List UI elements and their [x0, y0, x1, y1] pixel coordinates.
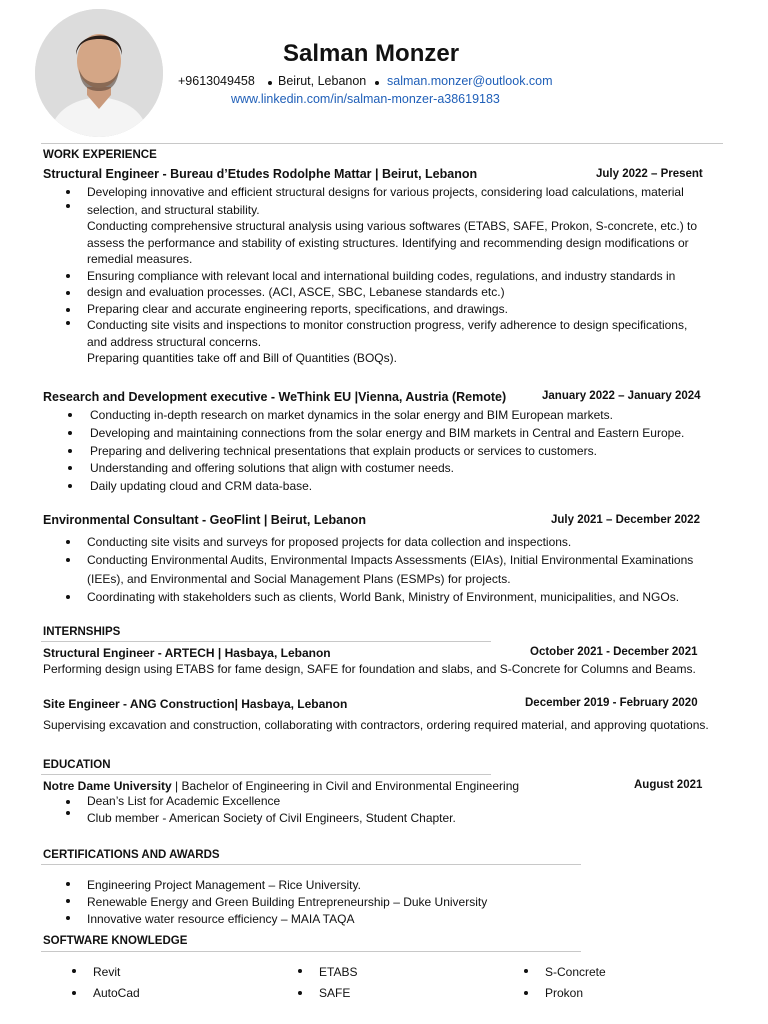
job-bullet-text: Developing innovative and efficient structural designs for various projects, considering load calculations, material: [87, 185, 684, 199]
job-heading: Research and Development executive - WeThink EU |Vienna, Austria (Remote): [43, 390, 507, 404]
internship-text: Supervising excavation and construction, collaborating with contractors, ordering required material, and approving quotations.: [43, 718, 709, 732]
location: Beirut, Lebanon: [278, 74, 367, 88]
education-date: August 2021: [634, 779, 703, 791]
bullet: [524, 991, 528, 995]
section-divider: [41, 951, 581, 952]
bullet: [524, 969, 528, 973]
section-title-work: WORK EXPERIENCE: [43, 149, 157, 161]
internship-heading: Structural Engineer - ARTECH | Hasbaya, Lebanon: [43, 646, 331, 660]
software-item: ETABS: [319, 965, 358, 979]
job-dates: July 2022 – Present: [596, 168, 703, 180]
job-bullet-text: Conducting Environmental Audits, Environmental Impacts Assessments (EIAs), Initial Environmental Examinations: [87, 553, 694, 567]
bullet: [66, 190, 70, 194]
bullet: [68, 484, 72, 488]
section-title-education: EDUCATION: [43, 759, 111, 771]
certification-item: Renewable Energy and Green Building Entrepreneurship – Duke University: [87, 895, 488, 909]
education-bullet-text: Dean’s List for Academic Excellence: [87, 794, 281, 808]
bullet: [72, 969, 76, 973]
separator-dot: [375, 81, 379, 85]
phone-number: +9613049458: [178, 74, 255, 88]
software-item: Prokon: [545, 986, 584, 1000]
job-bullet-text: design and evaluation processes. (ACI, ASCE, SBC, Lebanese standards etc.): [87, 285, 505, 299]
bullet: [66, 899, 70, 903]
bullet: [66, 916, 70, 920]
internship-heading: Site Engineer - ANG Construction| Hasbaya, Lebanon: [43, 697, 348, 711]
software-item: Revit: [93, 965, 121, 979]
job-bullet-text: and address structural concerns.: [87, 335, 262, 349]
job-dates: July 2021 – December 2022: [551, 514, 700, 526]
separator-dot: [268, 81, 272, 85]
candidate-name: Salman Monzer: [283, 40, 460, 67]
bullet: [66, 274, 70, 278]
internship-dates: December 2019 - February 2020: [525, 697, 698, 709]
bullet: [66, 595, 70, 599]
education-bullet-text: Club member - American Society of Civil Engineers, Student Chapter.: [87, 811, 456, 825]
section-divider: [41, 641, 491, 642]
software-item: SAFE: [319, 986, 351, 1000]
bullet: [66, 558, 70, 562]
bullet: [66, 882, 70, 886]
job-dates: January 2022 – January 2024: [542, 390, 701, 402]
certification-item: Engineering Project Management – Rice University.: [87, 878, 361, 892]
bullet: [68, 413, 72, 417]
bullet: [72, 991, 76, 995]
bullet: [68, 449, 72, 453]
job-bullet-text: selection, and structural stability.: [87, 203, 260, 217]
internship-dates: October 2021 - December 2021: [530, 646, 698, 658]
section-divider: [41, 143, 723, 144]
job-bullet-text: Conducting comprehensive structural analysis using various softwares (ETABS, SAFE, Prokon, S-concrete, etc.) to: [87, 219, 698, 233]
certification-item: Innovative water resource efficiency – MAIA TAQA: [87, 912, 355, 926]
section-title-internships: INTERNSHIPS: [43, 626, 121, 638]
job-bullet-text: Conducting site visits and inspections to monitor construction progress, verify adherence to design specifications,: [87, 318, 688, 332]
job-bullet-text: Developing and maintaining connections from the solar energy and BIM markets in Central and Eastern Europe.: [90, 426, 685, 440]
software-item: S-Concrete: [545, 965, 606, 979]
section-divider: [41, 774, 491, 775]
section-title-certifications: CERTIFICATIONS AND AWARDS: [43, 849, 220, 861]
job-bullet-text: remedial measures.: [87, 252, 193, 266]
section-title-software: SOFTWARE KNOWLEDGE: [43, 935, 188, 947]
bullet: [66, 800, 70, 804]
section-divider: [41, 864, 581, 865]
bullet: [66, 204, 70, 208]
bullet: [66, 540, 70, 544]
job-heading: Environmental Consultant - GeoFlint | Beirut, Lebanon: [43, 513, 366, 527]
software-item: AutoCad: [93, 986, 140, 1000]
job-bullet-text: Preparing clear and accurate engineering reports, specifications, and drawings.: [87, 302, 508, 316]
school-name: Notre Dame University: [43, 779, 172, 793]
bullet: [298, 969, 302, 973]
education-entry: [43, 779, 519, 793]
bullet: [66, 811, 70, 815]
degree: | Bachelor of Engineering in Civil and Environmental Engineering: [171, 779, 520, 793]
job-bullet-text: Ensuring compliance with relevant local and international building codes, regulations, and industry standards in: [87, 269, 676, 283]
job-bullet-text: (IEEs), and Environmental and Social Management Plans (ESMPs) for projects.: [87, 572, 511, 586]
job-bullet-text: Coordinating with stakeholders such as clients, World Bank, Ministry of Environment, municipalities, and NGOs.: [87, 590, 680, 604]
bullet: [66, 321, 70, 325]
bullet: [66, 291, 70, 295]
person-icon: [35, 9, 163, 137]
job-bullet-text: assess the performance and stability of existing structures. Identifying and recommending design modifications or: [87, 236, 689, 250]
job-bullet-text: Daily updating cloud and CRM data-base.: [90, 479, 313, 493]
job-bullet-text: Conducting in-depth research on market dynamics in the solar energy and BIM European markets.: [90, 408, 613, 422]
bullet: [68, 431, 72, 435]
job-bullet-text: Preparing quantities take off and Bill of Quantities (BOQs).: [87, 351, 397, 365]
job-bullet-text: Understanding and offering solutions that align with costumer needs.: [90, 461, 455, 475]
bullet: [68, 466, 72, 470]
profile-photo: [35, 9, 163, 137]
bullet: [298, 991, 302, 995]
job-bullet-text: Conducting site visits and surveys for proposed projects for data collection and inspections.: [87, 535, 572, 549]
job-bullet-text: Preparing and delivering technical presentations that explain products or services to customers.: [90, 444, 597, 458]
linkedin-link[interactable]: www.linkedin.com/in/salman-monzer-a38619183: [231, 92, 500, 106]
job-heading: Structural Engineer - Bureau d’Etudes Rodolphe Mattar | Beirut, Lebanon: [43, 167, 478, 181]
internship-text: Performing design using ETABS for fame design, SAFE for foundation and slabs, and S-Concrete for Columns and Beams.: [43, 662, 696, 676]
email-link[interactable]: salman.monzer@outlook.com: [387, 74, 553, 88]
bullet: [66, 308, 70, 312]
